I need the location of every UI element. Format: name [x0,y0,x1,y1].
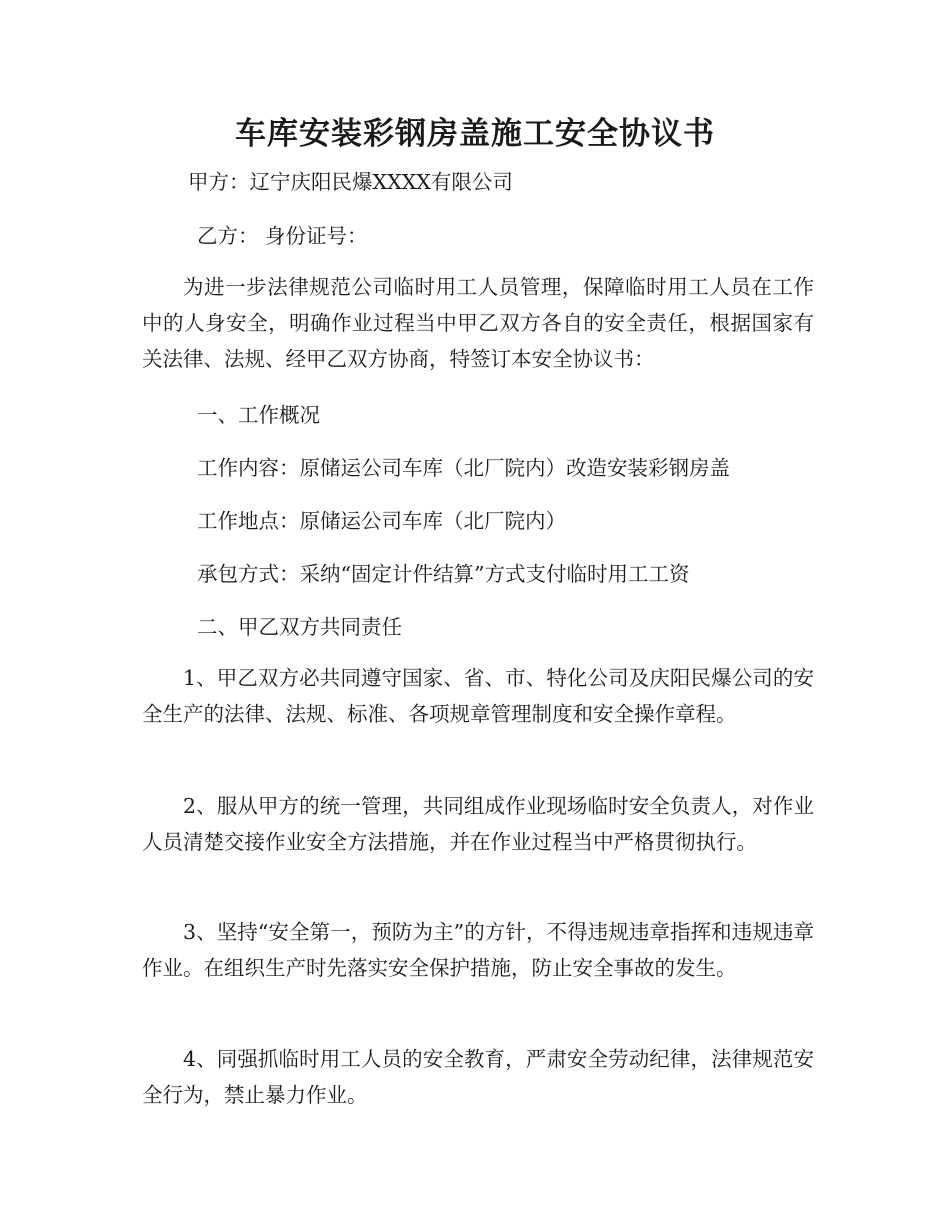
party-b-line: 乙方： 身份证号： [197,224,368,248]
section-2-heading: 二、甲乙双方共同责任 [197,615,402,639]
work-location-line: 工作地点：原储运公司车库（北厂院内） [197,509,566,533]
contract-method-line: 承包方式：采纳“固定计件结算”方式支付临时用工工资 [197,562,690,586]
party-a-line: 甲方：辽宁庆阳民爆XXXX有限公司 [188,170,513,194]
section-1-heading: 一、工作概况 [197,403,320,427]
document-title: 车库安装彩钢房盖施工安全协议书 [235,116,715,152]
work-content-line: 工作内容：原储运公司车库（北厂院内）改造安装彩钢房盖 [197,456,730,480]
section-2-item-2: 2、服从甲方的统一管理，共同组成作业现场临时安全负责人，对作业人员清楚交接作业安全方法措施，并在作业过程当中严格贯彻执行。 [142,794,814,854]
section-2-item-3: 3、坚持“安全第一，预防为主”的方针，不得违规违章指挥和违规违章作业。在组织生产时先落实安全保护措施，防止安全事故的发生。 [142,920,814,980]
section-2-item-1: 1、甲乙双方必共同遵守国家、省、市、特化公司及庆阳民爆公司的安全生产的法律、法规、标准、各项规章管理制度和安全操作章程。 [142,666,814,726]
intro-paragraph: 为进一步法律规范公司临时用工人员管理，保障临时用工人员在工作中的人身安全，明确作业过程当中甲乙双方各自的安全责任，根据国家有关法律、法规、经甲乙双方协商，特签订本安全协议书： [142,275,814,371]
section-2-item-4: 4、同强抓临时用工人员的安全教育，严肃安全劳动纪律，法律规范安全行为，禁止暴力作业。 [142,1047,814,1107]
